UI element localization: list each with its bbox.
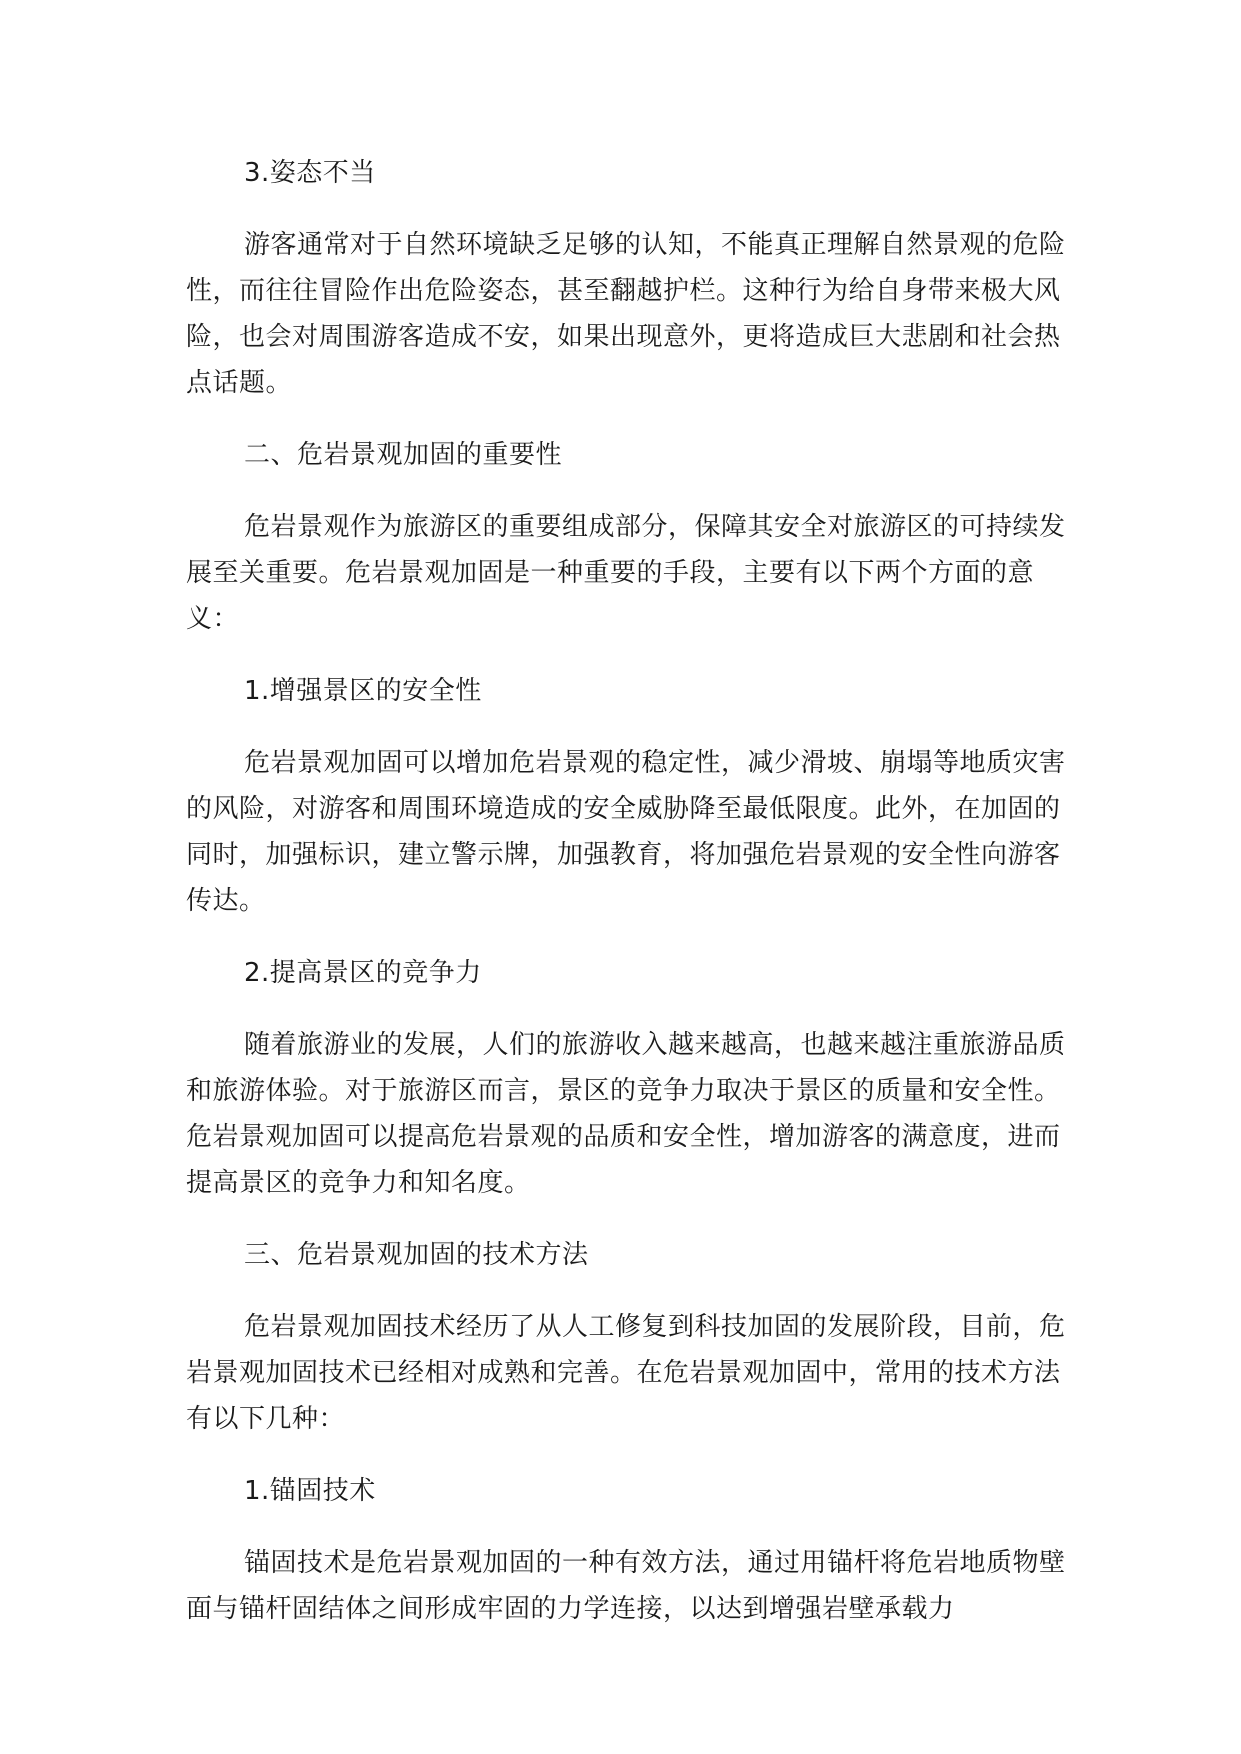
paragraph-methods: 危岩景观加固技术经历了从人工修复到科技加固的发展阶段，目前，危岩景观加固技术已经相对成熟和完善。在危岩景观加固中，常用的技术方法有以下几种： xyxy=(186,1312,1066,1434)
paragraph-posture: 游客通常对于自然环境缺乏足够的认知，不能真正理解自然景观的危险性，而往往冒险作出危险姿态，甚至翻越护栏。这种行为给自身带来极大风险，也会对周围游客造成不安，如果出现意外，更将造成巨大悲剧和社会热点话题。 xyxy=(186,230,1066,398)
section-heading-posture: 3.姿态不当 xyxy=(244,158,376,188)
paragraph-competitiveness: 随着旅游业的发展，人们的旅游收入越来越高，也越来越注重旅游品质和旅游体验。对于旅游区而言，景区的竞争力取决于景区的质量和安全性。危岩景观加固可以提高危岩景观的品质和安全性，增加游客的满意度，进而提高景区的竞争力和知名度。 xyxy=(186,1030,1066,1198)
paragraph-anchoring: 锚固技术是危岩景观加固的一种有效方法，通过用锚杆将危岩地质物壁面与锚杆固结体之间形成牢固的力学连接，以达到增强岩壁承载力 xyxy=(186,1548,1066,1624)
section-heading-safety: 1.增强景区的安全性 xyxy=(244,676,482,706)
section-heading-competitiveness: 2.提高景区的竞争力 xyxy=(244,958,482,988)
section-heading-importance: 二、危岩景观加固的重要性 xyxy=(244,440,563,470)
paragraph-importance: 危岩景观作为旅游区的重要组成部分，保障其安全对旅游区的可持续发展至关重要。危岩景观加固是一种重要的手段，主要有以下两个方面的意义： xyxy=(186,512,1066,634)
document-body xyxy=(186,150,1086,1658)
section-heading-methods: 三、危岩景观加固的技术方法 xyxy=(244,1240,589,1270)
paragraph-safety: 危岩景观加固可以增加危岩景观的稳定性，减少滑坡、崩塌等地质灾害的风险，对游客和周围环境造成的安全威胁降至最低限度。此外，在加固的同时，加强标识，建立警示牌，加强教育，将加强危岩景观的安全性向游客传达。 xyxy=(186,748,1066,916)
section-heading-anchoring: 1.锚固技术 xyxy=(244,1476,376,1506)
